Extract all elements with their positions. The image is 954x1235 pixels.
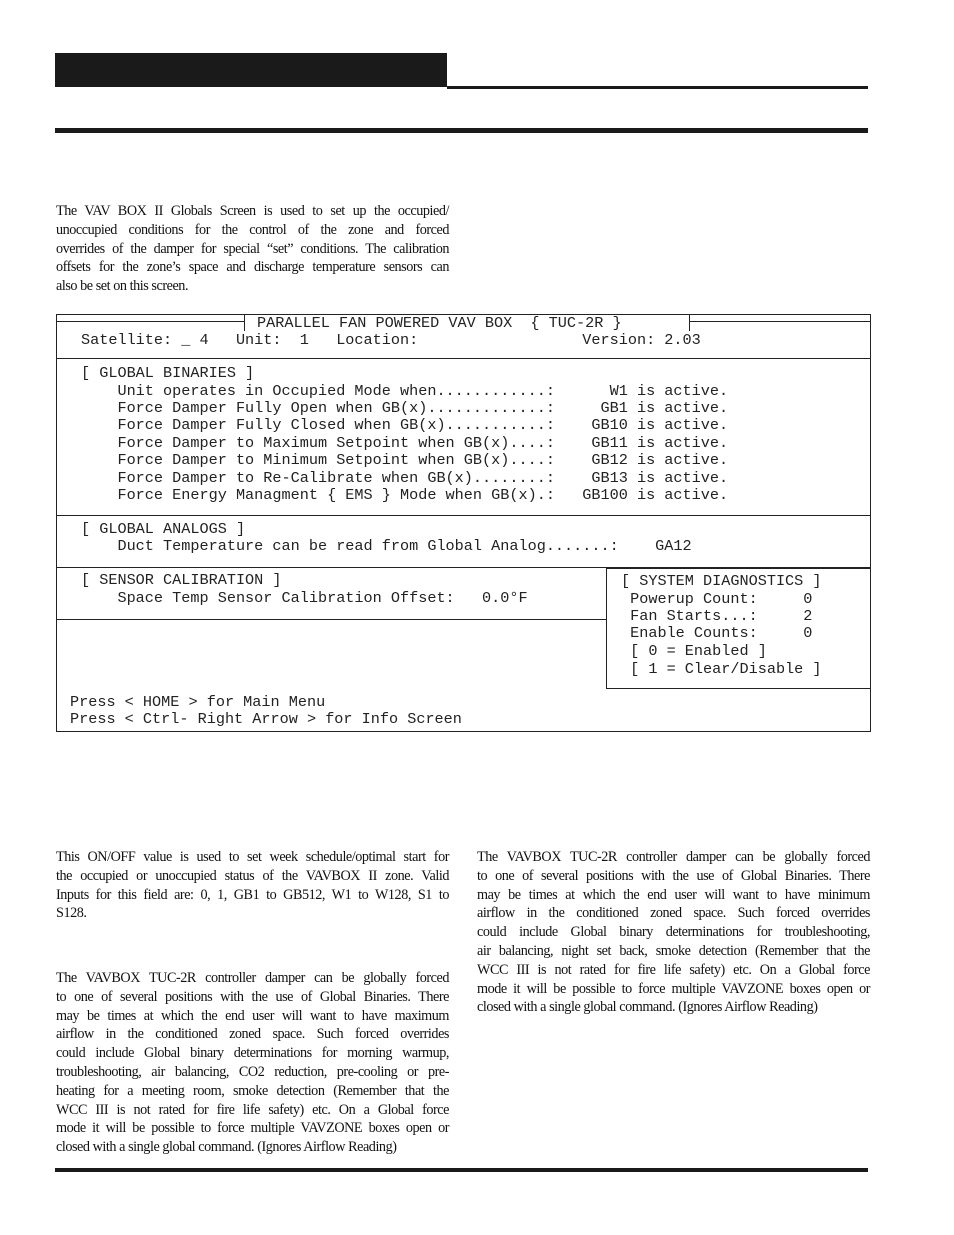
global-binary-row[interactable]: Force Damper to Maximum Setpoint when GB(x)....: GB11 is active. xyxy=(81,434,729,452)
title-tick-right xyxy=(689,315,690,331)
text-line: airflow in the conditioned zoned space. Such forced overrides xyxy=(56,1026,449,1043)
divider xyxy=(57,515,870,516)
force-closed-paragraph xyxy=(477,848,870,1017)
text-line: WCC III is not rated for fire life safety) etc. On a Global force xyxy=(56,1101,449,1118)
footer-main-menu: Press < HOME > for Main Menu xyxy=(70,693,326,711)
intro-line: overrides of the damper for special “set” conditions. The calibration xyxy=(56,240,449,257)
diagnostic-row: [ 1 = Clear/Disable ] xyxy=(621,660,822,678)
sensor-calibration-row[interactable]: Space Temp Sensor Calibration Offset: 0.0°F xyxy=(81,589,528,607)
intro-line: also be set on this screen. xyxy=(56,278,189,295)
intro-line: unoccupied conditions for the control of the zone and forced xyxy=(56,221,449,238)
text-line: S128. xyxy=(56,905,87,922)
text-line: mode it will be possible to force multiple VAVZONE boxes open or xyxy=(477,980,870,997)
global-binary-row[interactable]: Unit operates in Occupied Mode when............: W1 is active. xyxy=(81,382,729,400)
intro-paragraph xyxy=(56,202,449,296)
screen-title: PARALLEL FAN POWERED VAV BOX { TUC-2R } xyxy=(257,314,622,332)
global-binary-row[interactable]: Force Damper to Re-Calibrate when GB(x)........: GB13 is active. xyxy=(81,469,729,487)
header-black-bar xyxy=(55,53,447,87)
occupied-mode-paragraph xyxy=(56,848,449,923)
title-rule-left xyxy=(57,321,244,322)
text-line: may be times at which the end user will want to have maximum xyxy=(56,1007,449,1024)
footer-info-screen: Press < Ctrl- Right Arrow > for Info Screen xyxy=(70,710,462,728)
text-line: airflow in the conditioned zoned space. Such forced overrides xyxy=(477,905,870,922)
divider xyxy=(57,358,870,359)
text-line: to one of several positions with the use of Global Binaries. There xyxy=(477,867,870,884)
header-rule-top xyxy=(447,86,868,89)
intro-line: offsets for the zone’s space and discharge temperature sensors can xyxy=(56,259,449,276)
text-line: may be times at which the end user will want to have minimum xyxy=(477,886,870,903)
sensor-calibration-heading: [ SENSOR CALIBRATION ] xyxy=(81,571,282,589)
text-line: WCC III is not rated for fire life safety) etc. On a Global force xyxy=(477,961,870,978)
intro-line: The VAV BOX II Globals Screen is used to set up the occupied/ xyxy=(56,203,449,219)
system-diagnostics-heading: [ SYSTEM DIAGNOSTICS ] xyxy=(621,572,822,590)
text-line: the occupied or unoccupied status of the VAVBOX II zone. Valid xyxy=(56,867,449,884)
global-analog-row[interactable]: Duct Temperature can be read from Global Analog.......: GA12 xyxy=(81,537,692,555)
text-line: could include Global binary determinations for troubleshooting, xyxy=(477,924,870,941)
text-line: to one of several positions with the use of Global Binaries. There xyxy=(56,988,449,1005)
text-line: mode it will be possible to force multiple VAVZONE boxes open or xyxy=(56,1120,449,1137)
force-open-paragraph xyxy=(56,969,449,1157)
text-line: closed with a single global command. (Ignores Airflow Reading) xyxy=(477,999,818,1016)
global-binary-row[interactable]: Force Damper Fully Closed when GB(x)...........: GB10 is active. xyxy=(81,416,729,434)
system-diagnostics-box xyxy=(606,568,870,689)
text-line: closed with a single global command. (Ignores Airflow Reading) xyxy=(56,1139,397,1156)
title-rule-right xyxy=(689,321,870,322)
text-line: troubleshooting, air balancing, CO2 reduction, pre-cooling or pre- xyxy=(56,1063,449,1080)
text-line: The VAVBOX TUC-2R controller damper can be globally forced xyxy=(56,970,449,986)
screen-header-line: Satellite: _ 4 Unit: 1 Location: Version: 2.03 xyxy=(81,331,701,349)
global-binaries-heading: [ GLOBAL BINARIES ] xyxy=(81,364,255,382)
text-line: heating for a meeting room, smoke detection (Remember that the xyxy=(56,1082,449,1099)
global-binary-row[interactable]: Force Energy Managment { EMS } Mode when GB(x).: GB100 is active. xyxy=(81,486,729,504)
text-line: The VAVBOX TUC-2R controller damper can be globally forced xyxy=(477,849,870,865)
diagnostic-row: [ 0 = Enabled ] xyxy=(621,642,767,660)
text-line: could include Global binary determinations for morning warmup, xyxy=(56,1045,449,1062)
title-tick-left xyxy=(244,315,245,331)
diagnostic-row[interactable]: Enable Counts: 0 xyxy=(621,624,813,642)
global-binary-row[interactable]: Force Damper Fully Open when GB(x).............: GB1 is active. xyxy=(81,399,729,417)
diagnostic-row[interactable]: Fan Starts...: 2 xyxy=(621,607,813,625)
text-line: air balancing, night set back, smoke detection (Remember that the xyxy=(477,942,870,959)
global-analogs-heading: [ GLOBAL ANALOGS ] xyxy=(81,520,246,538)
diagnostic-row[interactable]: Powerup Count: 0 xyxy=(621,590,813,608)
divider xyxy=(57,619,606,620)
header-rule-thick xyxy=(55,128,868,133)
footer-rule xyxy=(55,1168,868,1172)
text-line: This ON/OFF value is used to set week schedule/optimal start for xyxy=(56,849,449,865)
text-line: Inputs for this field are: 0, 1, GB1 to GB512, W1 to W128, S1 to xyxy=(56,886,449,903)
terminal-screen xyxy=(56,314,871,732)
global-binary-row[interactable]: Force Damper to Minimum Setpoint when GB(x)....: GB12 is active. xyxy=(81,451,729,469)
